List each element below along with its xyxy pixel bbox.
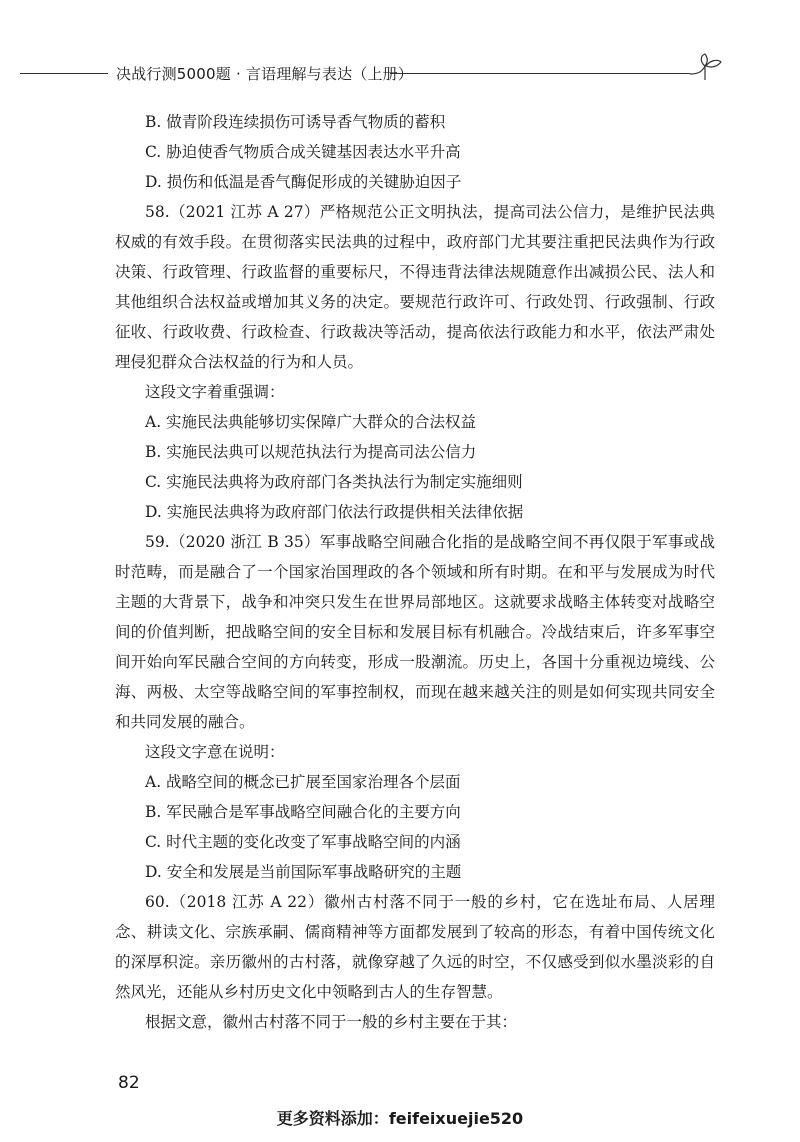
q58-option-d: D. 实施民法典将为政府部门依法行政提供相关法律依据 [145, 503, 524, 521]
q60-stem: 60.（2018 江苏 A 22）徽州古村落不同于一般的乡村，它在选址布局、人居理念、耕读文化、宗族承嗣、儒商精神等方面都发展到了较高的形态，有着中国传统文化的深厚积淀。亲历徽州的古村落，就像穿越了久远的时空，不仅感受到似水墨淡彩的自然风光，还能从乡村历史文化中领略到古人的生存智慧。 [115, 893, 715, 1001]
q59-option-b: B. 军民融合是军事战略空间融合化的主要方向 [145, 803, 461, 821]
q57-option-c: C. 胁迫使香气物质合成关键基因表达水平升高 [145, 143, 461, 161]
q58-option-c: C. 实施民法典将为政府部门各类执法行为制定实施细则 [145, 473, 523, 491]
sprout-icon [688, 50, 724, 86]
q58-stem: 58.（2021 江苏 A 27）严格规范公正文明执法，提高司法公信力，是维护民法典权威的有效手段。在贯彻落实民法典的过程中，政府部门尤其要注重把民法典作为行政决策、行政管理、行政监督的重要标尺，不得违背法律法规随意作出减损公民、法人和其他组织合法权益或增加其义务的决定。要规范行政许可、行政处罚、行政强制、行政征收、行政收费、行政检查、行政裁决等活动，提高依法行政能力和水平，依法严肃处理侵犯群众合法权益的行为和人员。 [115, 203, 715, 371]
q59-option-c: C. 时代主题的变化改变了军事战略空间的内涵 [145, 833, 461, 851]
q59-question: 这段文字意在说明： [145, 743, 285, 761]
q58-question: 这段文字着重强调： [145, 383, 285, 401]
q58-option-a: A. 实施民法典能够切实保障广大群众的合法权益 [145, 413, 477, 431]
q60-question: 根据文意，徽州古村落不同于一般的乡村主要在于其： [145, 1013, 518, 1031]
q58-option-b: B. 实施民法典可以规范执法行为提高司法公信力 [145, 443, 477, 461]
q57-option-b: B. 做青阶段连续损伤可诱导香气物质的蓄积 [145, 113, 446, 131]
book-title: 决战行测5000题 · 言语理解与表达（上册） [116, 65, 414, 83]
q59-stem: 59.（2020 浙江 B 35）军事战略空间融合化指的是战略空间不再仅限于军事或战时范畴，而是融合了一个国家治国理政的各个领域和所有时期。在和平与发展成为时代主题的大背景下，战争和冲突只发生在世界局部地区。这就要求战略主体转变对战略空间的价值判断，把战略空间的安全目标和发展目标有机融合。冷战结束后，许多军事空间开始向军民融合空间的方向转变，形成一股潮流。历史上，各国十分重视边境线、公海、两极、太空等战略空间的军事控制权，而现在越来越关注的则是如何实现共同安全和共同发展的融合。 [115, 533, 715, 731]
header-rule-left [20, 73, 108, 74]
page-number: 82 [118, 1073, 140, 1093]
q57-option-d: D. 损伤和低温是香气酶促形成的关键胁迫因子 [145, 173, 462, 191]
footer-note [0, 1106, 800, 1129]
page-content [115, 107, 715, 1037]
header-rule-right [390, 73, 690, 74]
q59-option-d: D. 安全和发展是当前国际军事战略研究的主题 [145, 863, 462, 881]
footer-handle: feifeixuejie520 [388, 1109, 524, 1128]
running-header [0, 58, 800, 88]
footer-prefix: 更多资料添加： [276, 1109, 389, 1128]
q59-option-a: A. 战略空间的概念已扩展至国家治理各个层面 [145, 773, 461, 791]
